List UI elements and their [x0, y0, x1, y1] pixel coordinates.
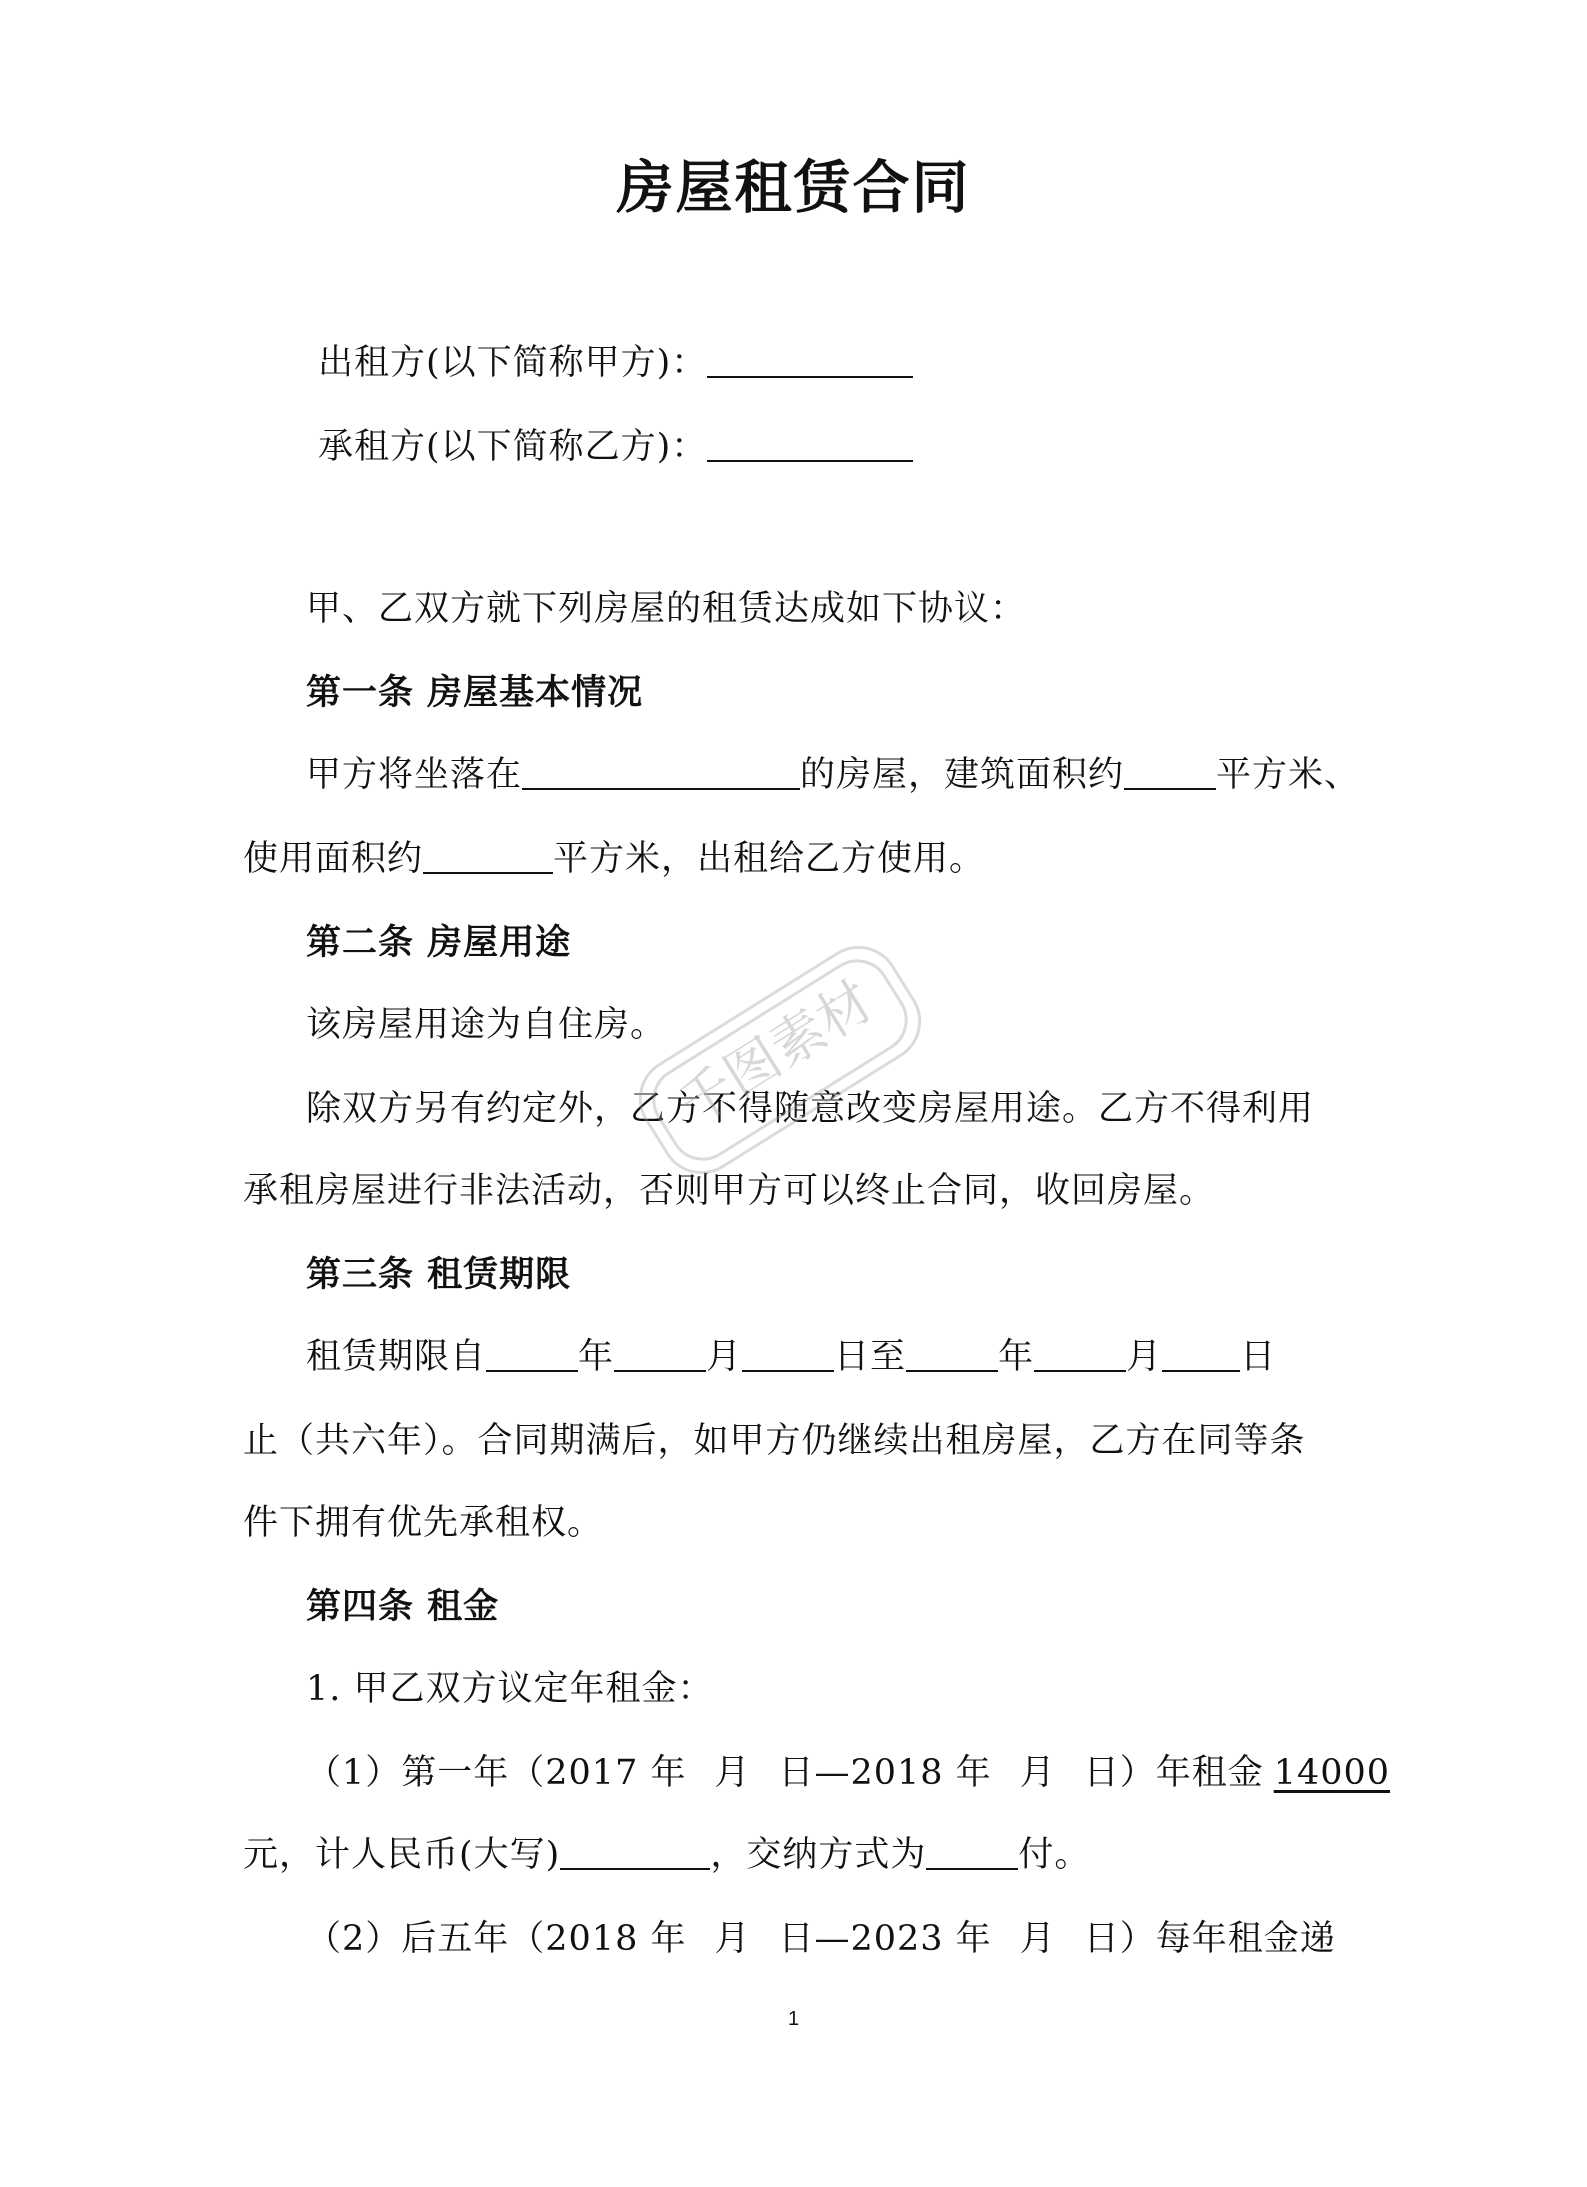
document-title: 房屋租赁合同	[616, 154, 971, 221]
rent-first-year-line1	[306, 1748, 1390, 1798]
lessor-label: 出租方(以下简称甲方)：	[318, 343, 708, 383]
end-day-blank	[1162, 1336, 1240, 1372]
rent2-text-b: 日）每年租金递	[1083, 1919, 1336, 1959]
rent1-month2: 月	[1019, 1753, 1056, 1793]
article2-p2-line2: 承租房屋进行非法活动，否则甲方可以终止合同，收回房屋。	[243, 1171, 1216, 1211]
article1-text-a: 甲方将坐落在	[306, 755, 523, 795]
rent1-month: 月	[714, 1753, 751, 1793]
article1-line2	[243, 834, 985, 884]
usable-area-blank	[423, 838, 553, 874]
term-year2-label: 年	[998, 1337, 1035, 1377]
rent1-amount: 14000	[1273, 1753, 1391, 1793]
address-blank	[522, 754, 800, 790]
rent1-text-d: ，交纳方式为	[710, 1835, 927, 1875]
article2-p2-line1: 除双方另有约定外，乙方不得随意改变房屋用途。乙方不得利用	[306, 1089, 1315, 1129]
start-year-blank	[486, 1336, 578, 1372]
rent2-text-a: （2）后五年（2018 年	[306, 1919, 687, 1959]
rent-first-year-line2	[243, 1830, 1090, 1880]
intro-text: 甲、乙双方就下列房屋的租赁达成如下协议：	[306, 589, 1027, 629]
rent1-text-c: 元，计人民币(大写)	[243, 1835, 561, 1875]
article4-heading: 第四条 租金	[306, 1587, 500, 1627]
term-month2-label: 月	[1126, 1337, 1163, 1377]
watermark-stamp-icon	[615, 920, 945, 1200]
end-year-blank	[906, 1336, 998, 1372]
lessor-line	[318, 338, 913, 388]
term-day2-label: 日	[1240, 1337, 1277, 1377]
lessee-line	[318, 422, 913, 472]
article3-line1	[306, 1332, 1276, 1382]
term-year-label: 年	[578, 1337, 615, 1377]
rent1-text-e: 付。	[1018, 1835, 1091, 1875]
end-month-blank	[1034, 1336, 1126, 1372]
rent2-day: 日—2023 年	[778, 1919, 992, 1959]
rent1-text-b: 日）年租金	[1083, 1753, 1264, 1793]
article1-heading: 第一条 房屋基本情况	[306, 673, 644, 713]
building-area-blank	[1124, 754, 1216, 790]
rent-following-years-line	[306, 1914, 1336, 1964]
article4-item1: 1. 甲乙双方议定年租金：	[306, 1669, 714, 1709]
rent2-month: 月	[714, 1919, 751, 1959]
article1-text-c: 平方米、	[1216, 755, 1361, 795]
article3-line3: 件下拥有优先承租权。	[243, 1503, 604, 1543]
payment-method-blank	[926, 1834, 1018, 1870]
rent1-day: 日—2018 年	[778, 1753, 992, 1793]
article1-text-b: 的房屋，建筑面积约	[800, 755, 1125, 795]
article2-p1: 该房屋用途为自住房。	[306, 1005, 667, 1045]
rent2-month2: 月	[1019, 1919, 1056, 1959]
page-number: 1	[787, 2008, 800, 2030]
lessee-label: 承租方(以下简称乙方)：	[318, 427, 708, 467]
start-month-blank	[614, 1336, 706, 1372]
start-day-blank	[742, 1336, 834, 1372]
watermark-text: 千图素材	[667, 968, 884, 1137]
article2-heading: 第二条 房屋用途	[306, 923, 572, 963]
term-month-label: 月	[706, 1337, 743, 1377]
article3-heading: 第三条 租赁期限	[306, 1255, 572, 1295]
term-day-to-label: 日至	[834, 1337, 907, 1377]
rent1-text-a: （1）第一年（2017 年	[306, 1753, 687, 1793]
article1-text-d: 使用面积约	[243, 839, 424, 879]
article1-text-e: 平方米，出租给乙方使用。	[553, 839, 986, 879]
article3-line2: 止（共六年）。合同期满后，如甲方仍继续出租房屋，乙方在同等条	[243, 1421, 1306, 1461]
lessee-blank	[707, 426, 913, 462]
article1-line1	[306, 750, 1360, 800]
lessor-blank	[707, 342, 913, 378]
term-text-a: 租赁期限自	[306, 1337, 487, 1377]
rent-uppercase-blank	[560, 1834, 710, 1870]
